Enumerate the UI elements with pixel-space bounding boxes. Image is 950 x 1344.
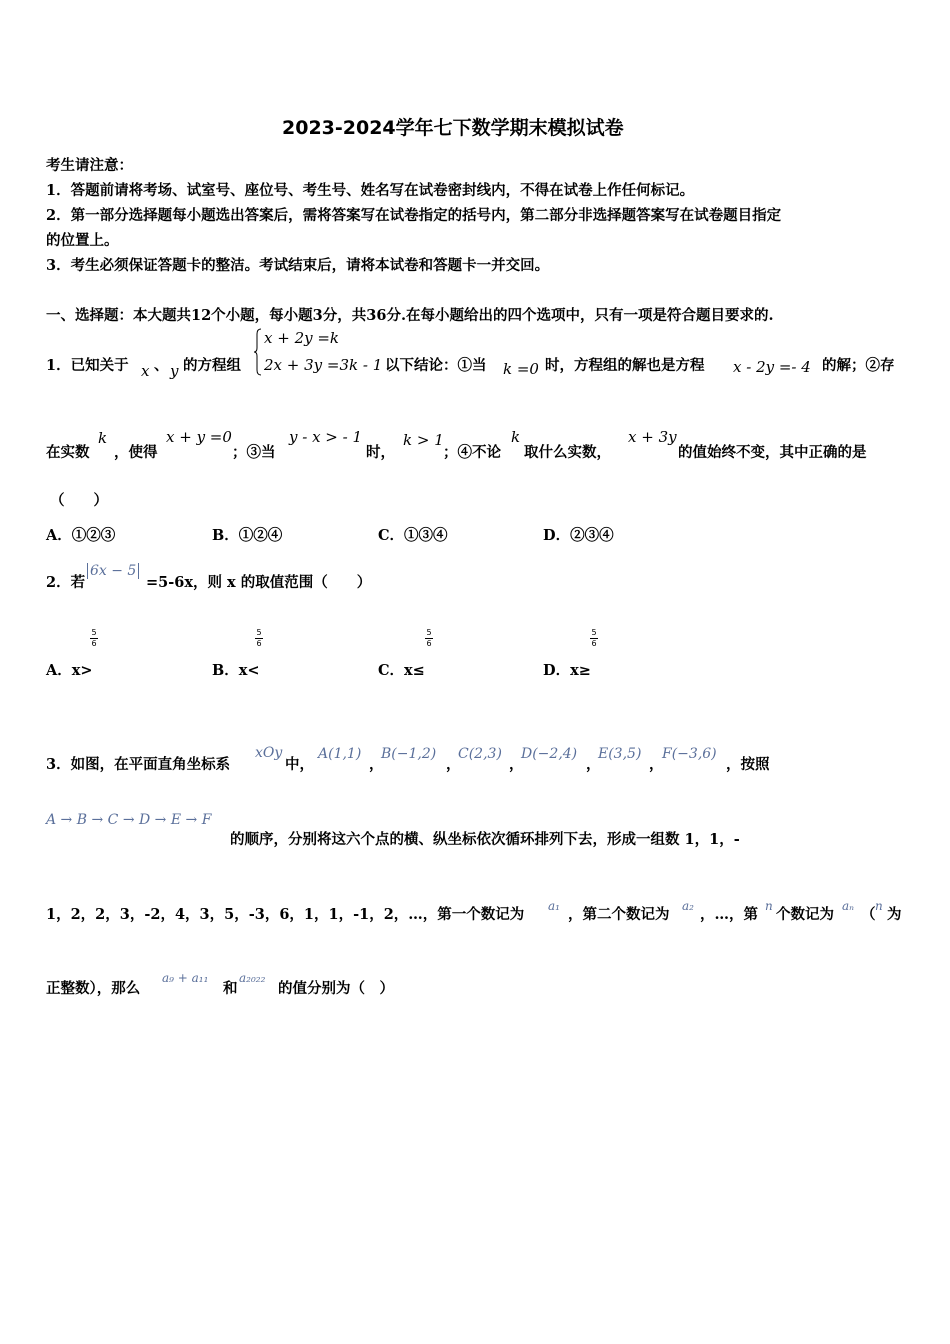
q3-mid: 中， [285,756,314,773]
q2-option-d-fraction: 5 6 [591,628,597,648]
q2-option-b[interactable]: B．x< [212,662,260,679]
q3-line4-b: 和 [223,980,238,997]
q1-text-a: 的方程组 [183,357,241,374]
q1-sep: 、 [154,357,169,374]
q1-equation-3: x - 2y =- 4 [733,358,811,376]
q1-line2-f: 取什么实数， [524,444,611,461]
q2-suffix: =5-6x，则 x 的取值范围（ ） [146,574,372,591]
equation-brace-icon [254,328,262,376]
q3-line4-a: 正整数），那么 [46,980,141,997]
q1-k-zero: k =0 [503,360,539,378]
q1-equation-5: y - x > - 1 [289,428,363,446]
q1-prefix: 1．已知关于 [46,357,129,374]
q1-option-b[interactable]: B．①②④ [212,527,283,544]
q1-line2-b: ，使得 [114,444,158,461]
q2-option-d[interactable]: D．x≥ [543,662,591,679]
q1-var-x: x [141,362,150,380]
q1-line2-c: ；③当 [232,444,276,461]
notice-item-2: 2．第一部分选择题每小题选出答案后，需将答案写在试卷指定的括号内，第二部分非选择题答案写在试卷题目指定 [46,207,782,224]
q1-equation-6: k > 1 [403,431,444,449]
q3-comma: ， [446,756,461,773]
q1-line2-a: 在实数 [46,444,90,461]
q1-k-2: k [511,428,521,446]
q3-prefix: 3．如图，在平面直角坐标系 [46,756,231,773]
q3-line3-c: ，…，第 [700,906,758,923]
q1-k-1: k [98,429,108,447]
q2-option-c-fraction: 5 6 [426,628,432,648]
q3-comma: ， [509,756,524,773]
q1-line2-e: ；④不论 [443,444,501,461]
q3-point-a: A(1,1) [318,746,362,762]
q3-line3-b: ，第二个数记为 [568,906,670,923]
q3-point-f: F(−3,6) [662,746,717,762]
q1-option-d[interactable]: D．②③④ [543,527,614,544]
q3-comma: ， [649,756,664,773]
q2-abs-expression: 6x − 5 [87,563,139,579]
q2-option-a-fraction: 5 6 [91,628,97,648]
notice-item-3: 3．考生必须保证答题卡的整洁。考试结束后，请将本试卷和答题卡一并交回。 [46,257,550,274]
q3-line2: 的顺序，分别将这六个点的横、纵坐标依次循环排列下去，形成一组数 1，1，- [230,831,740,848]
notice-heading: 考生请注意： [46,157,133,174]
q3-a1: a₁ [548,899,560,913]
q1-option-a[interactable]: A．①②③ [46,527,116,544]
q2-option-b-fraction: 5 6 [256,628,262,648]
q1-line2-g: 的值始终不变，其中正确的是 [678,444,867,461]
q3-point-b: B(−1,2) [381,746,437,762]
q3-n2: n [875,899,883,913]
q3-point-d: D(−2,4) [521,746,578,762]
q1-text-d: 的解；②存 [822,357,895,374]
q2-option-c[interactable]: C．x≤ [378,662,425,679]
q1-answer-paren: （ ） [50,492,108,509]
q3-a9-plus-a11: a₉ + a₁₁ [162,971,209,985]
notice-item-1: 1．答题前请将考场、试室号、座位号、考生号、姓名写在试卷密封线内，不得在试卷上作任何标记。 [46,182,695,199]
notice-item-2-cont: 的位置上。 [46,232,119,249]
q3-n1: n [765,899,773,913]
q1-equation-4: x + y =0 [166,428,232,446]
q3-line3-d: 个数记为 [776,906,834,923]
q3-a2: a₂ [682,899,694,913]
q3-order-sequence: A → B → C → D → E → F [46,812,212,828]
q3-coordinate-system: xOy [255,745,283,761]
q3-tail: ，按照 [726,756,770,773]
q3-comma: ， [369,756,384,773]
q3-an: aₙ [842,899,855,913]
page-title: 2023-2024学年七下数学期末模拟试卷 [282,117,624,139]
q3-a2022: a₂₀₂₂ [239,971,266,985]
q1-option-c[interactable]: C．①③④ [378,527,448,544]
q3-line4-c: 的值分别为（ ） [278,980,394,997]
q2-option-a[interactable]: A．x> [46,662,93,679]
q1-equation-2: 2x + 3y =3k - 1 [264,356,383,374]
section-heading: 一、选择题：本大题共12个小题，每小题3分，共36分.在每小题给出的四个选项中，只有一项是符合题目要求的. [46,307,774,324]
q1-equation-7: x + 3y [628,428,677,446]
q3-point-c: C(2,3) [458,746,502,762]
q3-point-e: E(3,5) [598,746,642,762]
q1-text-c: 时，方程组的解也是方程 [545,357,705,374]
q1-var-y: y [170,362,179,380]
q1-line2-d: 时， [366,444,395,461]
q3-line3-e: （ [861,906,876,923]
q1-equation-1: x + 2y =k [264,329,340,347]
q3-comma: ， [586,756,601,773]
q2-prefix: 2．若 [46,574,86,591]
q1-text-b: 以下结论：①当 [385,357,487,374]
q3-line3-a: 1，2，2，3，-2，4，3，5，-3，6，1，1，-1，2，…，第一个数记为 [46,906,525,923]
q3-line3-f: 为 [887,906,902,923]
